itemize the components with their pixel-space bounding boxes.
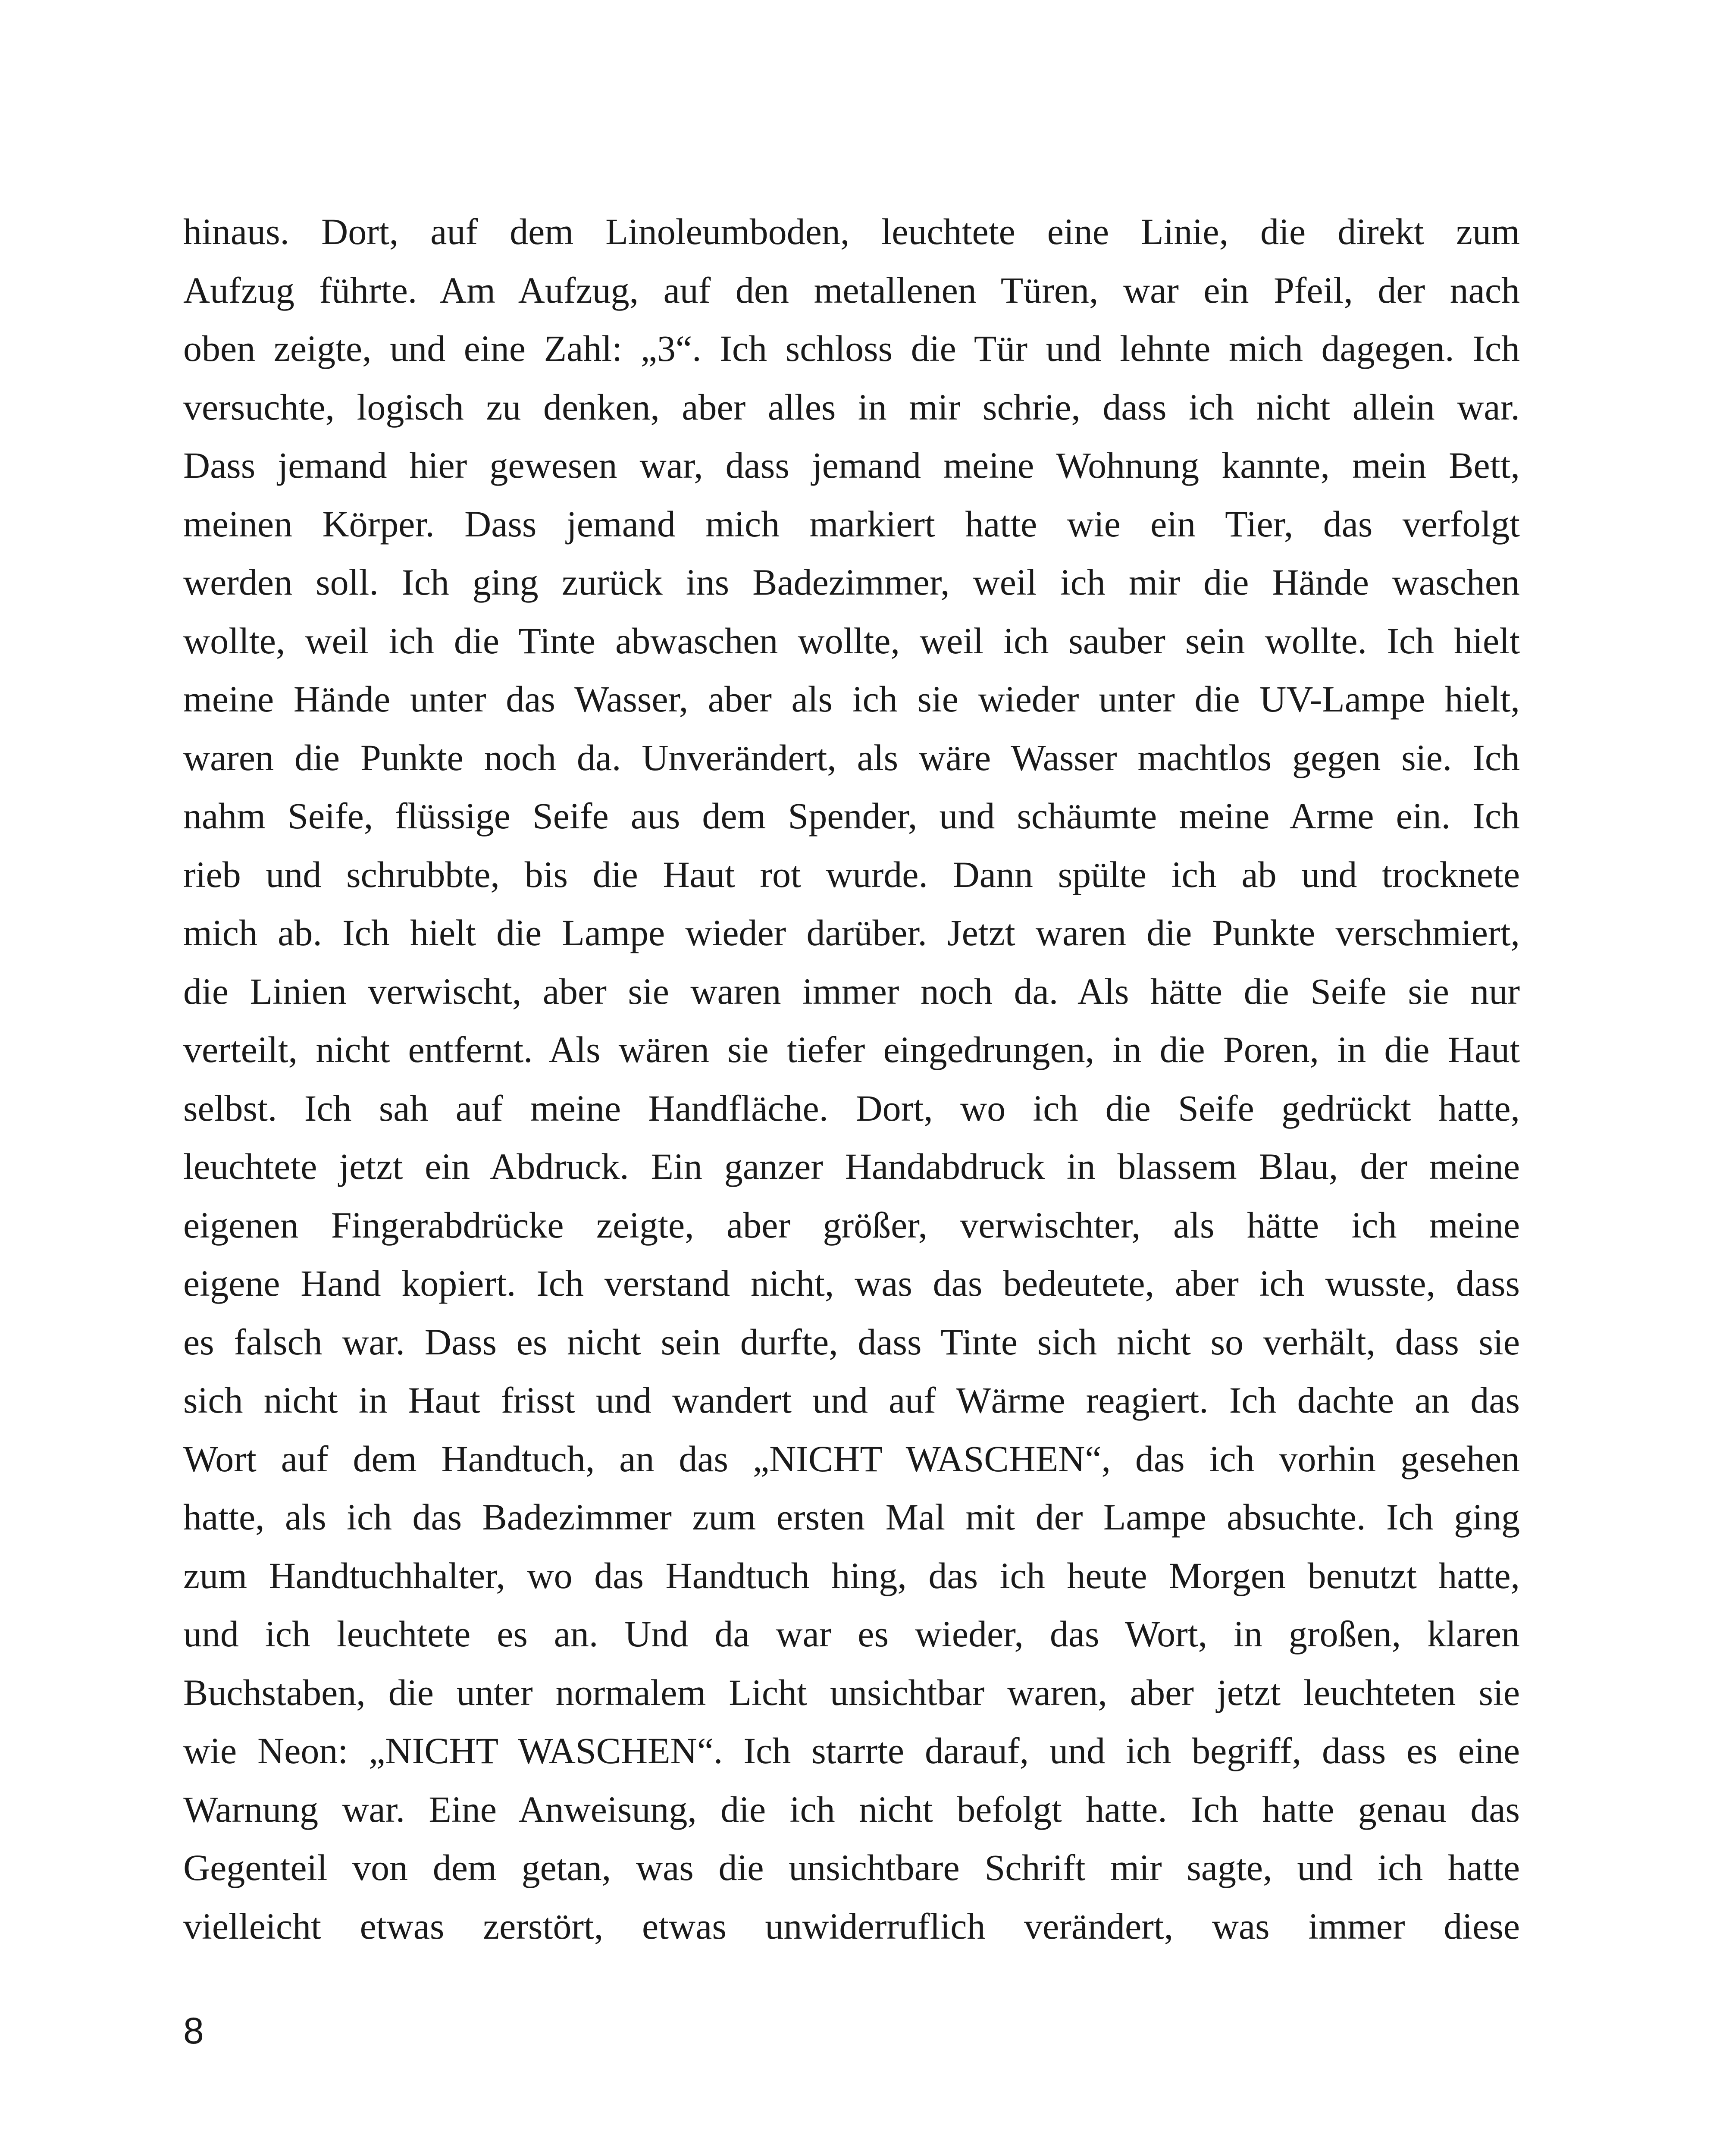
text-line: Warnung war. Eine Anweisung, die ich nicht befolgt hatte. Ich hatte genau das — [183, 1788, 1520, 1830]
text-line: oben zeigte, und eine Zahl: „3“. Ich schloss die Tür und lehnte mich dagegen. Ich — [183, 328, 1520, 369]
text-line: zum Handtuchhalter, wo das Handtuch hing, das ich heute Morgen benutzt hatte, — [183, 1554, 1520, 1596]
text-line: eigene Hand kopiert. Ich verstand nicht, was das bedeutete, aber ich wusste, dass — [183, 1263, 1520, 1304]
text-line: eigenen Fingerabdrücke zeigte, aber größer, verwischter, als hätte ich meine — [183, 1204, 1520, 1246]
text-line: vielleicht etwas zerstört, etwas unwiderruflich verändert, was immer diese — [183, 1905, 1520, 1947]
text-line: sich nicht in Haut frisst und wandert und auf Wärme reagiert. Ich dachte an das — [183, 1379, 1520, 1421]
text-line: die Linien verwischt, aber sie waren immer noch da. Als hätte die Seife sie nur — [183, 970, 1520, 1012]
text-line: Buchstaben, die unter normalem Licht unsichtbar waren, aber jetzt leuchteten sie — [183, 1671, 1520, 1713]
text-line: wollte, weil ich die Tinte abwaschen wollte, weil ich sauber sein wollte. Ich hielt — [183, 620, 1520, 661]
text-line: es falsch war. Dass es nicht sein durfte, dass Tinte sich nicht so verhält, dass sie — [183, 1321, 1520, 1363]
text-line: rieb und schrubbte, bis die Haut rot wurde. Dann spülte ich ab und trocknete — [183, 853, 1520, 895]
page-number: 8 — [183, 2010, 204, 2052]
text-line: meine Hände unter das Wasser, aber als ich sie wieder unter die UV-Lampe hielt, — [183, 678, 1520, 720]
text-line: hatte, als ich das Badezimmer zum ersten Mal mit der Lampe absuchte. Ich ging — [183, 1496, 1520, 1538]
text-line: waren die Punkte noch da. Unverändert, als wäre Wasser machtlos gegen sie. Ich — [183, 736, 1520, 778]
text-line: werden soll. Ich ging zurück ins Badezimmer, weil ich mir die Hände waschen — [183, 561, 1520, 603]
body-text — [183, 203, 1520, 1955]
text-line: verteilt, nicht entfernt. Als wären sie tiefer eingedrungen, in die Poren, in die Haut — [183, 1029, 1520, 1070]
text-line: selbst. Ich sah auf meine Handfläche. Dort, wo ich die Seife gedrückt hatte, — [183, 1087, 1520, 1129]
text-line: mich ab. Ich hielt die Lampe wieder darüber. Jetzt waren die Punkte verschmiert, — [183, 912, 1520, 953]
text-line: hinaus. Dort, auf dem Linoleumboden, leuchtete eine Linie, die direkt zum — [183, 211, 1520, 252]
text-line: wie Neon: „NICHT WASCHEN“. Ich starrte darauf, und ich begriff, dass es eine — [183, 1730, 1520, 1771]
text-line: Wort auf dem Handtuch, an das „NICHT WASCHEN“, das ich vorhin gesehen — [183, 1438, 1520, 1479]
text-line: Gegenteil von dem getan, was die unsichtbare Schrift mir sagte, und ich hatte — [183, 1847, 1520, 1888]
text-line: Aufzug führte. Am Aufzug, auf den metallenen Türen, war ein Pfeil, der nach — [183, 269, 1520, 311]
text-line: versuchte, logisch zu denken, aber alles in mir schrie, dass ich nicht allein war. — [183, 386, 1520, 428]
text-line: leuchtete jetzt ein Abdruck. Ein ganzer Handabdruck in blassem Blau, der meine — [183, 1146, 1520, 1187]
text-line: und ich leuchtete es an. Und da war es wieder, das Wort, in großen, klaren — [183, 1613, 1520, 1655]
text-line: nahm Seife, flüssige Seife aus dem Spender, und schäumte meine Arme ein. Ich — [183, 795, 1520, 837]
text-line: meinen Körper. Dass jemand mich markiert hatte wie ein Tier, das verfolgt — [183, 503, 1520, 545]
text-line: Dass jemand hier gewesen war, dass jemand meine Wohnung kannte, mein Bett, — [183, 445, 1520, 486]
